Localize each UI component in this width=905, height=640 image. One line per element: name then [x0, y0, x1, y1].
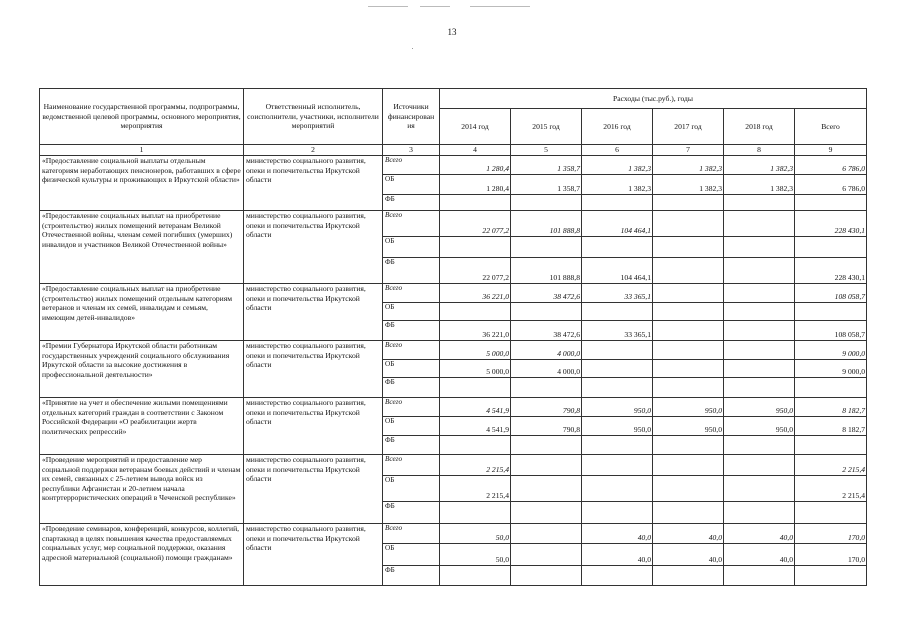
source-ob: ОБ	[383, 237, 440, 258]
column-number: 8	[724, 145, 795, 156]
value-total: 9 000,0	[795, 341, 867, 360]
header-executor: Ответственный исполнитель, соисполнители, участники, исполнители мероприятий	[244, 89, 383, 145]
value-total: 108 058,7	[795, 284, 867, 303]
header-total: Всего	[795, 109, 867, 145]
header-expenses: Расходы (тыс.руб.), годы	[440, 89, 867, 109]
value-ob: 40,0	[582, 544, 653, 566]
source-ob: ОБ	[383, 360, 440, 378]
scan-artifact	[368, 6, 408, 7]
value-total: 40,0	[724, 524, 795, 544]
value-ob: 5 000,0	[440, 360, 511, 378]
value-ob: 50,0	[440, 544, 511, 566]
value-fb	[724, 258, 795, 284]
value-fb: 101 888,8	[511, 258, 582, 284]
value-ob: 2 215,4	[440, 476, 511, 502]
value-total: 33 365,1	[582, 284, 653, 303]
column-number: 2	[244, 145, 383, 156]
value-fb	[724, 321, 795, 341]
scan-artifact	[420, 6, 450, 7]
value-ob	[582, 360, 653, 378]
value-total	[724, 341, 795, 360]
value-total: 1 280,4	[440, 156, 511, 175]
value-total: 38 472,6	[511, 284, 582, 303]
value-ob: 950,0	[582, 417, 653, 436]
column-number: 1	[40, 145, 244, 156]
source-ob: ОБ	[383, 303, 440, 321]
value-fb	[653, 321, 724, 341]
program-name: «Предоставление социальной выплаты отдельным категориям неработающих пенсионеров, работавших в сфере физической культуры и проживающих в Иркутской области»	[40, 156, 244, 211]
value-fb: 33 365,1	[582, 321, 653, 341]
source-fb: ФБ	[383, 378, 440, 398]
value-ob: 9 000,0	[795, 360, 867, 378]
value-total: 790,8	[511, 398, 582, 417]
value-total	[653, 211, 724, 237]
program-name: «Предоставление социальных выплат на приобретение (строительство) жилых помещений ветеранам Великой Отечественной войны, членам семей погибших (умерших) инвалидов и участников Великой Отечественной войны»	[40, 211, 244, 284]
value-total	[511, 455, 582, 476]
executor-name: министерство социального развития, опеки и попечительства Иркутской области	[244, 398, 383, 455]
value-total: 40,0	[653, 524, 724, 544]
value-total: 101 888,8	[511, 211, 582, 237]
value-total	[724, 455, 795, 476]
source-fb: ФБ	[383, 321, 440, 341]
value-total: 950,0	[582, 398, 653, 417]
source-total: Всего	[383, 455, 440, 476]
value-fb: 36 221,0	[440, 321, 511, 341]
value-ob: 1 382,3	[582, 175, 653, 195]
value-total: 8 182,7	[795, 398, 867, 417]
value-total: 6 786,0	[795, 156, 867, 175]
column-number: 9	[795, 145, 867, 156]
value-ob: 8 182,7	[795, 417, 867, 436]
column-number: 4	[440, 145, 511, 156]
program-name: «Премии Губернатора Иркутской области работникам государственных учреждений социального обслуживания Иркутской области за высокие достижения в профессиональной деятельности»	[40, 341, 244, 398]
value-fb: 38 472,6	[511, 321, 582, 341]
value-total: 1 382,3	[724, 156, 795, 175]
value-fb: 22 077,2	[440, 258, 511, 284]
value-ob: 790,8	[511, 417, 582, 436]
source-total: Всего	[383, 284, 440, 303]
scan-dot	[412, 48, 413, 49]
value-ob: 40,0	[724, 544, 795, 566]
value-total: 36 221,0	[440, 284, 511, 303]
program-name: «Принятие на учет и обеспечение жилыми помещениями отдельных категорий граждан в соответствии с Законом Российской Федерации «О реабилитации жертв политических репрессий»	[40, 398, 244, 455]
header-year: 2017 год	[653, 109, 724, 145]
source-fb: ФБ	[383, 258, 440, 284]
value-total: 4 541,9	[440, 398, 511, 417]
column-number: 6	[582, 145, 653, 156]
source-fb: ФБ	[383, 566, 440, 586]
source-fb: ФБ	[383, 436, 440, 455]
value-total: 104 464,1	[582, 211, 653, 237]
value-ob: 1 358,7	[511, 175, 582, 195]
scan-artifact	[470, 6, 530, 7]
header-year: 2018 год	[724, 109, 795, 145]
source-total: Всего	[383, 156, 440, 175]
source-ob: ОБ	[383, 476, 440, 502]
value-total: 2 215,4	[440, 455, 511, 476]
value-total: 1 382,3	[582, 156, 653, 175]
value-ob	[511, 476, 582, 502]
executor-name: министерство социального развития, опеки и попечительства Иркутской области	[244, 284, 383, 341]
source-total: Всего	[383, 341, 440, 360]
value-ob	[724, 476, 795, 502]
value-total: 40,0	[582, 524, 653, 544]
program-name: «Предоставление социальных выплат на приобретение (строительство) жилых помещений отдельным категориям ветеранов и членам их семей, инвалидам и семьям, имеющим детей-инвалидов»	[40, 284, 244, 341]
program-name: «Проведение семинаров, конференций, конкурсов, коллегий, спартакиад в целях повышения качества предоставляемых социальных услуг, мер социальной поддержки, оказания адресной материальной (социальной) помощи гражданам»	[40, 524, 244, 586]
column-number: 5	[511, 145, 582, 156]
value-ob: 950,0	[653, 417, 724, 436]
value-ob	[511, 544, 582, 566]
value-total	[724, 284, 795, 303]
value-total: 4 000,0	[511, 341, 582, 360]
value-total	[653, 455, 724, 476]
header-year: 2016 год	[582, 109, 653, 145]
value-total: 50,0	[440, 524, 511, 544]
source-total: Всего	[383, 211, 440, 237]
value-ob	[653, 360, 724, 378]
executor-name: министерство социального развития, опеки и попечительства Иркутской области	[244, 524, 383, 586]
value-total: 950,0	[724, 398, 795, 417]
value-ob	[724, 360, 795, 378]
value-total: 950,0	[653, 398, 724, 417]
header-sources: Источники финансирован ия	[383, 89, 440, 145]
value-fb: 104 464,1	[582, 258, 653, 284]
executor-name: министерство социального развития, опеки и попечительства Иркутской области	[244, 156, 383, 211]
value-ob: 4 000,0	[511, 360, 582, 378]
value-ob: 1 382,3	[724, 175, 795, 195]
value-ob: 1 280,4	[440, 175, 511, 195]
value-ob: 6 786,0	[795, 175, 867, 195]
value-ob: 950,0	[724, 417, 795, 436]
source-ob: ОБ	[383, 417, 440, 436]
value-total	[653, 284, 724, 303]
value-ob: 4 541,9	[440, 417, 511, 436]
executor-name: министерство социального развития, опеки и попечительства Иркутской области	[244, 341, 383, 398]
value-ob: 40,0	[653, 544, 724, 566]
header-program: Наименование государственной программы, подпрограммы, ведомственной целевой программы, основного мероприятия, мероприятия	[40, 89, 244, 145]
executor-name: министерство социального развития, опеки и попечительства Иркутской области	[244, 211, 383, 284]
value-total: 170,0	[795, 524, 867, 544]
header-year: 2015 год	[511, 109, 582, 145]
source-total: Всего	[383, 398, 440, 417]
value-total: 5 000,0	[440, 341, 511, 360]
source-ob: ОБ	[383, 544, 440, 566]
value-ob: 170,0	[795, 544, 867, 566]
value-total: 2 215,4	[795, 455, 867, 476]
value-ob: 1 382,3	[653, 175, 724, 195]
header-year: 2014 год	[440, 109, 511, 145]
value-total: 1 358,7	[511, 156, 582, 175]
source-total: Всего	[383, 524, 440, 544]
value-total	[724, 211, 795, 237]
program-name: «Проведение мероприятий и предоставление мер социальной поддержки ветеранам боевых действий и членам их семей, связанных с 25-летием вывода войск из республики Афганистан и 20-летием начала контртеррористических операций в Чеченской республике»	[40, 455, 244, 524]
value-total	[582, 455, 653, 476]
value-total	[653, 341, 724, 360]
column-number: 3	[383, 145, 440, 156]
executor-name: министерство социального развития, опеки и попечительства Иркутской области	[244, 455, 383, 524]
source-fb: ФБ	[383, 502, 440, 524]
value-ob: 2 215,4	[795, 476, 867, 502]
value-ob	[653, 476, 724, 502]
value-total	[582, 341, 653, 360]
value-ob	[582, 476, 653, 502]
source-ob: ОБ	[383, 175, 440, 195]
value-fb: 228 430,1	[795, 258, 867, 284]
value-fb	[653, 258, 724, 284]
value-total: 228 430,1	[795, 211, 867, 237]
value-fb: 108 058,7	[795, 321, 867, 341]
value-total: 22 077,2	[440, 211, 511, 237]
financing-table	[39, 88, 867, 586]
value-total	[511, 524, 582, 544]
page-number: 13	[447, 27, 457, 37]
column-number: 7	[653, 145, 724, 156]
value-total: 1 382,3	[653, 156, 724, 175]
source-fb: ФБ	[383, 195, 440, 211]
